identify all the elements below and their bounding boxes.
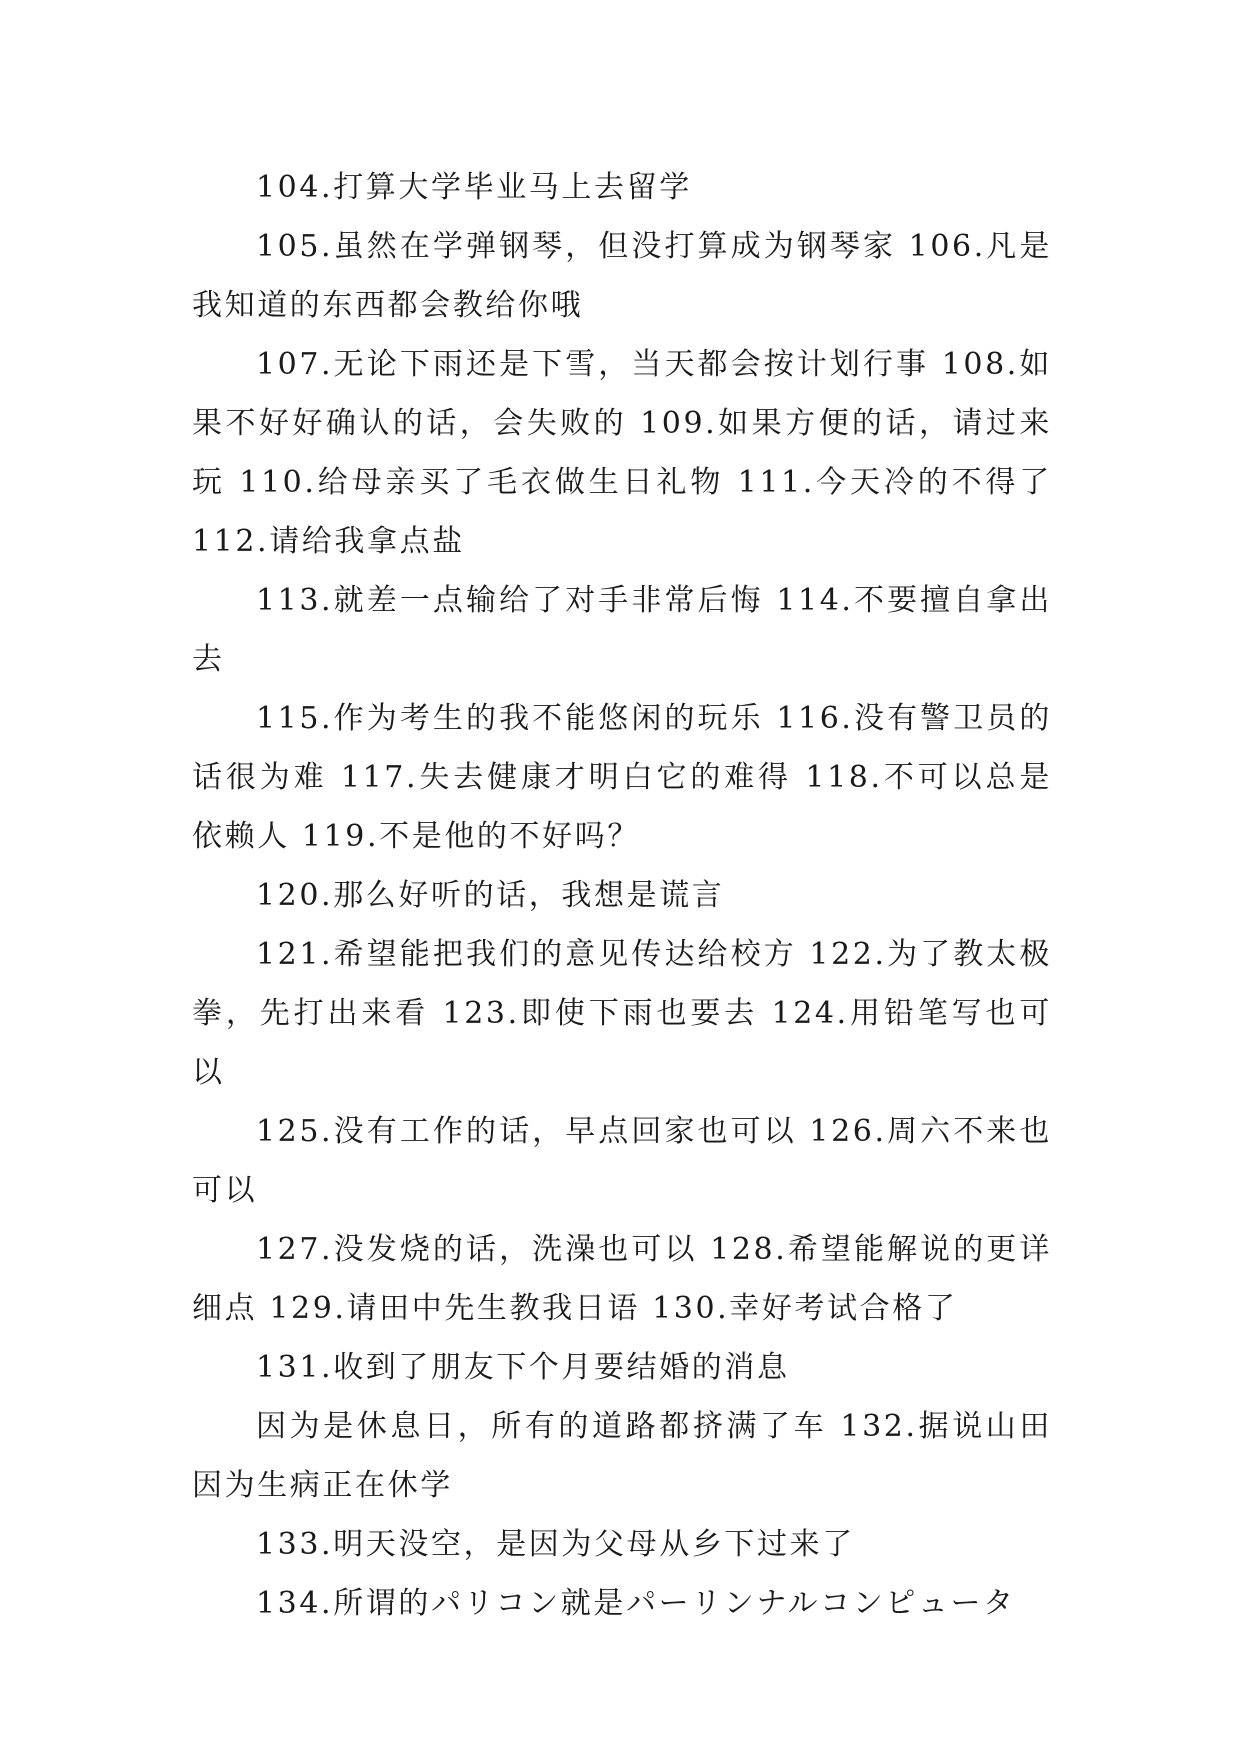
paragraph-113-114: 113.就差一点输给了对手非常后悔 114.不要擅自拿出去 [192, 583, 1052, 677]
paragraph-120: 120.那么好听的话，我想是谎言 [256, 878, 725, 913]
paragraph-121-124: 121.希望能把我们的意见传达给校方 122.为了教太极拳，先打出来看 123.即使下雨也要去 124.用铅笔写也可以 [192, 937, 1052, 1090]
paragraph-105-106: 105.虽然在学弹钢琴，但没打算成为钢琴家 106.凡是我知道的东西都会教给你哦 [192, 229, 1052, 323]
document-body [192, 158, 1052, 1633]
paragraph-125-126: 125.没有工作的话，早点回家也可以 126.周六不来也可以 [192, 1114, 1052, 1208]
paragraph-134: 134.所谓的パリコン就是パーリンナルコンピュータ [256, 1586, 1016, 1621]
paragraph-127-130: 127.没发烧的话，洗澡也可以 128.希望能解说的更详细点 129.请田中先生教我日语 130.幸好考试合格了 [192, 1232, 1052, 1326]
paragraph-132: 因为是休息日，所有的道路都挤满了车 132.据说山田因为生病正在休学 [192, 1409, 1052, 1503]
paragraph-115-119: 115.作为考生的我不能悠闲的玩乐 116.没有警卫员的话很为难 117.失去健康才明白它的难得 118.不可以总是依赖人 119.不是他的不好吗？ [192, 701, 1052, 854]
paragraph-133: 133.明天没空，是因为父母从乡下过来了 [256, 1527, 855, 1562]
paragraph-107-112: 107.无论下雨还是下雪，当天都会按计划行事 108.如果不好好确认的话，会失败的 109.如果方便的话，请过来玩 110.给母亲买了毛衣做生日礼物 111.今天冷的不得了 112.请给我拿点盐 [192, 347, 1052, 559]
paragraph-104: 104.打算大学毕业马上去留学 [256, 170, 692, 205]
paragraph-131: 131.收到了朋友下个月要结婚的消息 [256, 1350, 790, 1385]
